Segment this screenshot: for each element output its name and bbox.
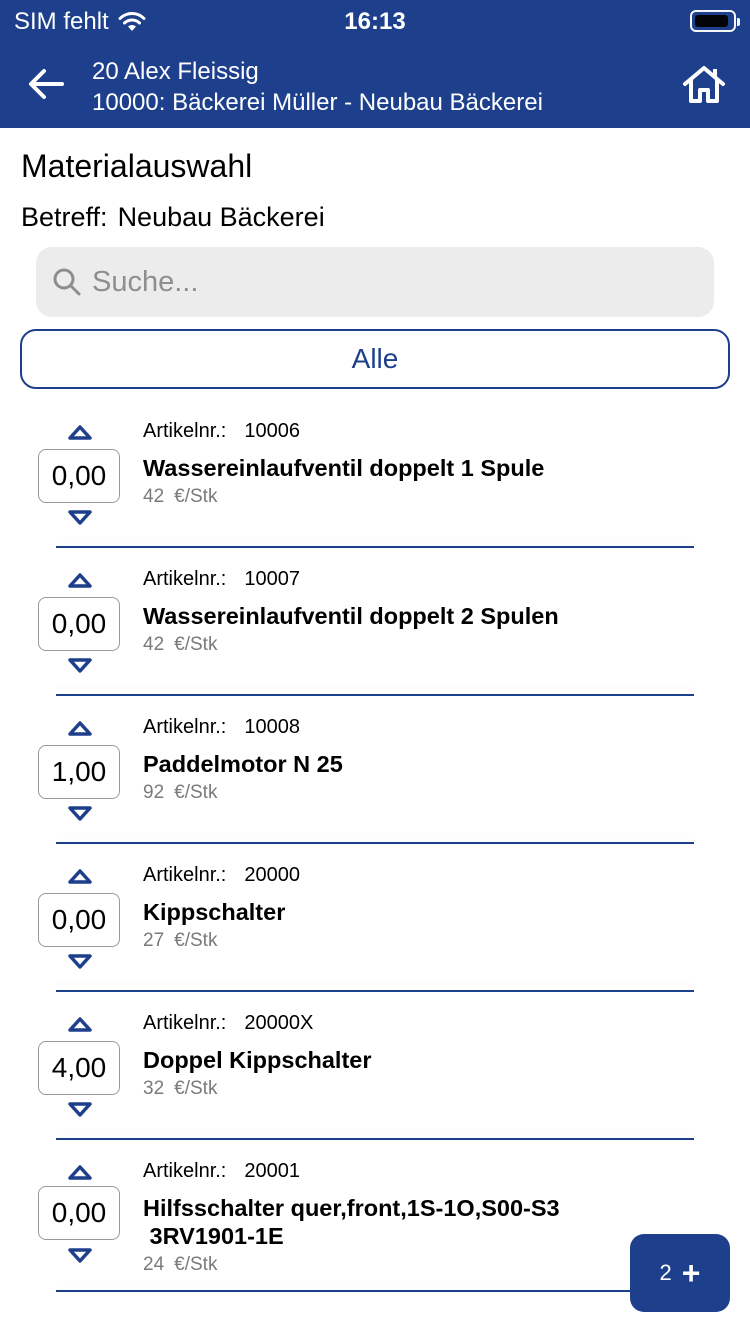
- chevron-up-icon: [67, 423, 93, 441]
- article-number-label: Artikelnr.:: [143, 1160, 227, 1182]
- article-number-label: Artikelnr.:: [143, 716, 227, 738]
- article-number: [143, 864, 300, 887]
- decrease-quantity-button[interactable]: [66, 1100, 94, 1120]
- article-number: [143, 1012, 313, 1035]
- price-value: 42: [143, 486, 165, 507]
- article-number-value: 20001: [244, 1160, 300, 1182]
- increase-quantity-button[interactable]: [66, 866, 94, 886]
- search-bar[interactable]: [36, 247, 714, 317]
- price-unit: €/Stk: [174, 486, 218, 507]
- article-number-value: 10007: [244, 568, 300, 590]
- decrease-quantity-button[interactable]: [66, 508, 94, 528]
- chevron-up-icon: [67, 867, 93, 885]
- quantity-field[interactable]: 0,00: [38, 449, 120, 503]
- article-name: Paddelmotor N 25: [143, 751, 343, 777]
- page-title: Materialauswahl: [21, 148, 253, 184]
- back-button[interactable]: [22, 60, 70, 108]
- chevron-up-icon: [67, 1015, 93, 1033]
- article-number-label: Artikelnr.:: [143, 1012, 227, 1034]
- article-number-label: Artikelnr.:: [143, 864, 227, 886]
- list-item: [0, 548, 750, 696]
- quantity-field[interactable]: 0,00: [38, 597, 120, 651]
- increase-quantity-button[interactable]: [66, 718, 94, 738]
- article-number: [143, 1160, 300, 1183]
- quantity-field[interactable]: 4,00: [38, 1041, 120, 1095]
- arrow-left-icon: [26, 66, 66, 102]
- list-item: [0, 400, 750, 548]
- plus-icon: +: [681, 1255, 701, 1291]
- header-title-line2: 10000: Bäckerei Müller - Neubau Bäckerei: [92, 89, 543, 116]
- decrease-quantity-button[interactable]: [66, 656, 94, 676]
- article-number-label: Artikelnr.:: [143, 420, 227, 442]
- article-name: Hilfsschalter quer,front,1S-1O,S00-S3 3RV1901-1E: [143, 1195, 560, 1249]
- price-unit: €/Stk: [174, 1254, 218, 1275]
- price-value: 32: [143, 1078, 165, 1099]
- list-item: [0, 696, 750, 844]
- quantity-field[interactable]: 0,00: [38, 893, 120, 947]
- article-price: [143, 634, 217, 656]
- chevron-up-icon: [67, 719, 93, 737]
- article-price: [143, 930, 217, 952]
- search-input[interactable]: [92, 266, 672, 299]
- chevron-down-icon: [67, 953, 93, 971]
- price-unit: €/Stk: [174, 930, 218, 951]
- chevron-down-icon: [67, 657, 93, 675]
- article-price: [143, 1078, 217, 1100]
- status-bar: [0, 0, 750, 40]
- search-icon: [52, 267, 82, 297]
- status-time: 16:13: [344, 8, 406, 35]
- header-title-line1: 20 Alex Fleissig: [92, 58, 259, 85]
- article-number: [143, 568, 300, 591]
- chevron-up-icon: [67, 571, 93, 589]
- article-price: [143, 1254, 217, 1276]
- article-name: Doppel Kippschalter: [143, 1047, 372, 1073]
- add-selected-button[interactable]: [630, 1234, 730, 1312]
- subject-line: [21, 202, 325, 233]
- chevron-down-icon: [67, 805, 93, 823]
- article-number-label: Artikelnr.:: [143, 568, 227, 590]
- list-item: [0, 844, 750, 992]
- decrease-quantity-button[interactable]: [66, 1246, 94, 1266]
- article-number: [143, 716, 300, 739]
- top-bar: [0, 0, 750, 128]
- price-unit: €/Stk: [174, 634, 218, 655]
- home-button[interactable]: [680, 60, 728, 108]
- increase-quantity-button[interactable]: [66, 422, 94, 442]
- quantity-field[interactable]: 0,00: [38, 1186, 120, 1240]
- price-unit: €/Stk: [174, 782, 218, 803]
- price-unit: €/Stk: [174, 1078, 218, 1099]
- decrease-quantity-button[interactable]: [66, 804, 94, 824]
- battery-icon: [690, 10, 736, 32]
- selected-count: 2: [659, 1260, 672, 1285]
- item-divider: [56, 1290, 694, 1292]
- article-name: Kippschalter: [143, 899, 286, 925]
- quantity-field[interactable]: 1,00: [38, 745, 120, 799]
- price-value: 92: [143, 782, 165, 803]
- subject-value: Neubau Bäckerei: [117, 202, 325, 232]
- article-number-value: 10006: [244, 420, 300, 442]
- price-value: 27: [143, 930, 165, 951]
- carrier-label: SIM fehlt: [14, 8, 109, 35]
- header-titles: [92, 56, 543, 118]
- article-name: Wassereinlaufventil doppelt 2 Spulen: [143, 603, 559, 629]
- article-number: [143, 420, 300, 443]
- material-list: [0, 400, 750, 1292]
- home-icon: [682, 64, 726, 104]
- chevron-up-icon: [67, 1163, 93, 1181]
- increase-quantity-button[interactable]: [66, 1162, 94, 1182]
- article-number-value: 20000: [244, 864, 300, 886]
- increase-quantity-button[interactable]: [66, 1014, 94, 1034]
- article-price: [143, 486, 217, 508]
- decrease-quantity-button[interactable]: [66, 952, 94, 972]
- increase-quantity-button[interactable]: [66, 570, 94, 590]
- navigation-bar: [0, 40, 750, 128]
- price-value: 42: [143, 634, 165, 655]
- subject-label: Betreff:: [21, 202, 108, 232]
- article-name: Wassereinlaufventil doppelt 1 Spule: [143, 455, 545, 481]
- chevron-down-icon: [67, 509, 93, 527]
- price-value: 24: [143, 1254, 165, 1275]
- list-item: [0, 992, 750, 1140]
- filter-all-button[interactable]: Alle: [20, 329, 730, 389]
- article-price: [143, 782, 217, 804]
- article-number-value: 20000X: [244, 1012, 314, 1034]
- chevron-down-icon: [67, 1101, 93, 1119]
- article-number-value: 10008: [244, 716, 300, 738]
- chevron-down-icon: [67, 1247, 93, 1265]
